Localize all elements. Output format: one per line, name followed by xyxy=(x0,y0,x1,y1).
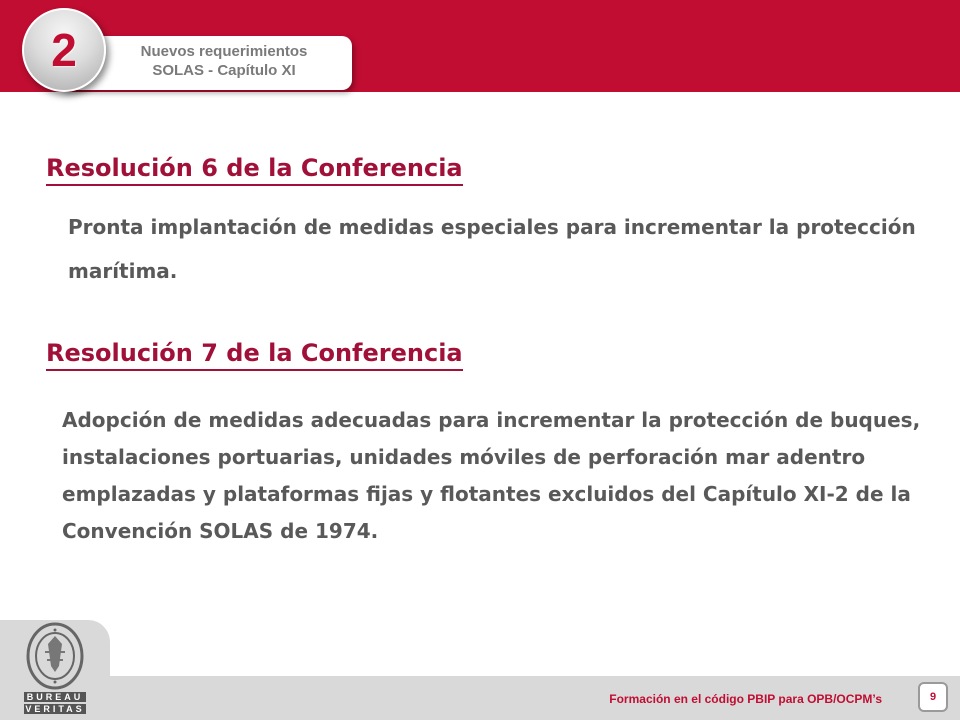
page-number: 9 xyxy=(918,682,948,712)
logo-text-veritas: VERITAS xyxy=(25,704,85,714)
logo-text-bureau: BUREAU xyxy=(24,692,86,702)
resolution-7-heading: Resolución 7 de la Conferencia xyxy=(46,338,463,371)
resolution-6-heading: Resolución 6 de la Conferencia xyxy=(46,153,463,186)
footer-course-title: Formación en el código PBIP para OPB/OCPM’s xyxy=(609,692,882,706)
section-number-badge xyxy=(22,8,106,92)
bureau-veritas-seal-icon xyxy=(24,622,86,690)
resolution-7-body: Adopción de medidas adecuadas para incrementar la protección de buques, instalaciones portuarias, unidades móviles de perforación mar adentro emplazadas y plataformas fijas y flotantes excluidos del Capítulo XI-2 de la Convención SOLAS de 1974. xyxy=(62,408,921,543)
resolution-6-body: Pronta implantación de medidas especiales para incrementar la protección marítima. xyxy=(68,215,916,283)
section-title-line1: Nuevos requerimientos xyxy=(140,43,308,60)
bureau-veritas-logo xyxy=(24,622,86,716)
section-title xyxy=(102,42,346,80)
section-title-line2: SOLAS - Capítulo XI xyxy=(152,62,296,79)
section-number: 2 xyxy=(51,24,77,76)
